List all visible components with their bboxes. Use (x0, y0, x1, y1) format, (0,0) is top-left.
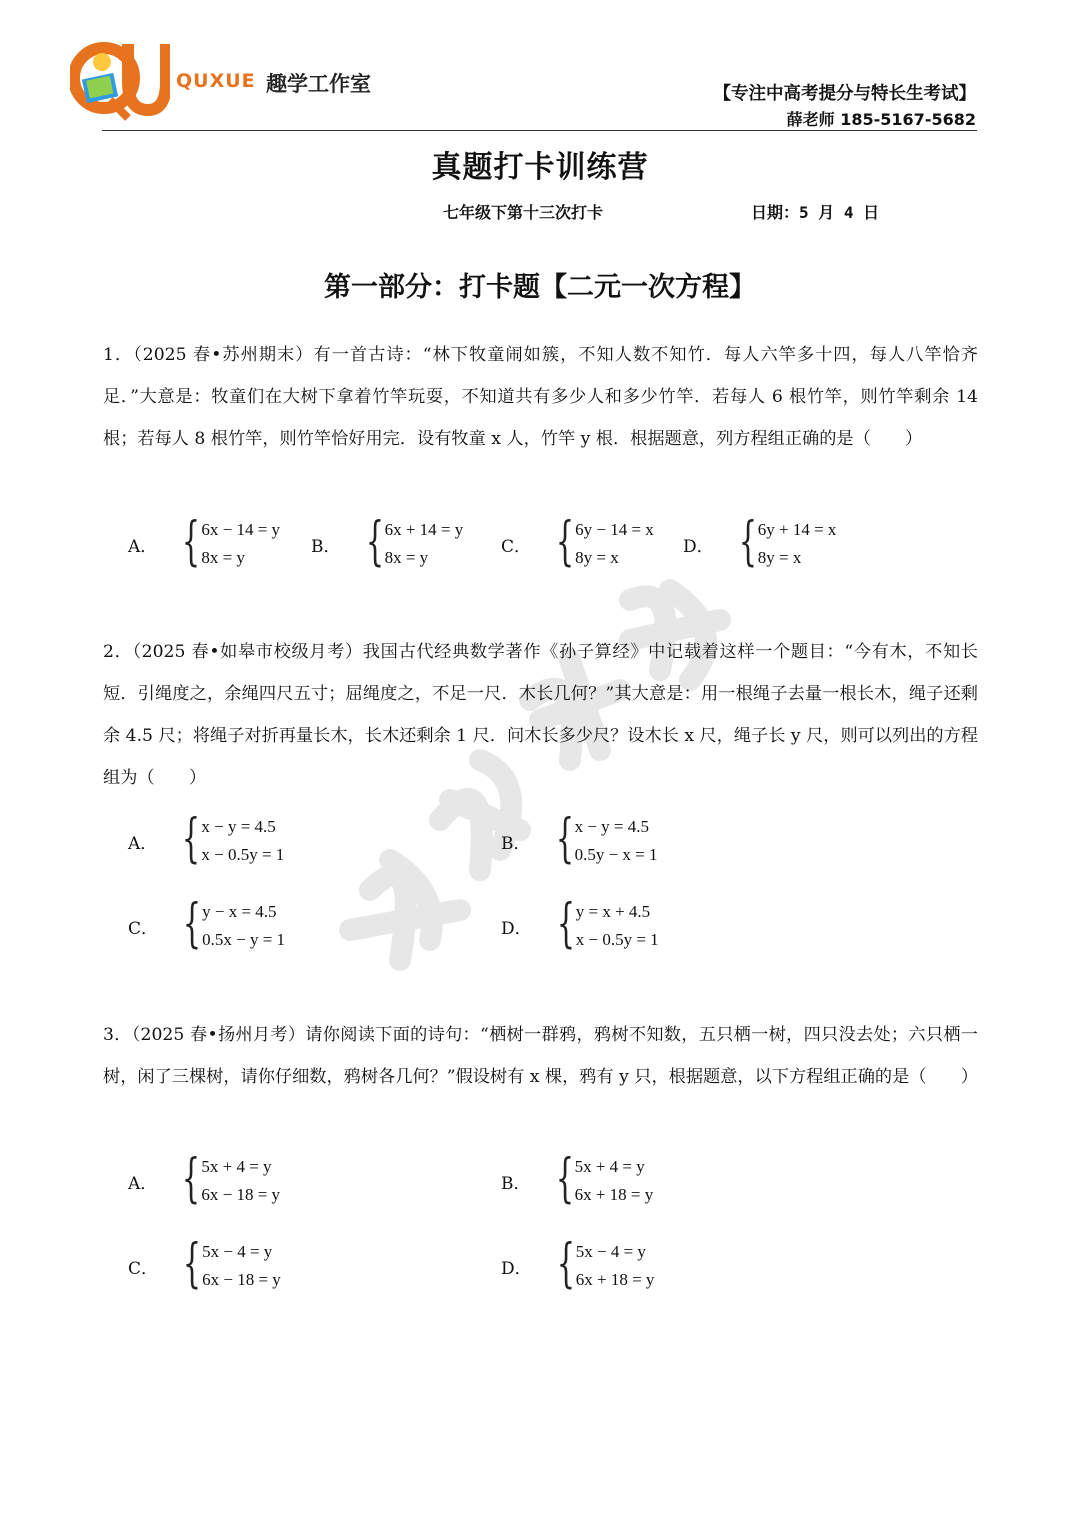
logo (70, 38, 170, 124)
grade-checkin-label: 七年级下第十三次打卡 (443, 203, 604, 222)
equation-2: 6x + 18 = y (575, 1270, 655, 1289)
equation-2: 0.5y − x = 1 (574, 845, 658, 864)
brace-icon: { (182, 894, 202, 954)
equation-1: 5x + 4 = y (201, 1157, 272, 1176)
brace-icon: { (182, 809, 201, 869)
option-label: D． (501, 1258, 532, 1279)
option-label: A． (128, 1173, 158, 1194)
equation-1: 5x − 4 = y (575, 1242, 646, 1261)
equation-2: 6x − 18 = y (202, 1270, 281, 1289)
question-3-option-d (501, 1234, 655, 1294)
brace-icon: { (556, 1234, 575, 1294)
brand-latin-name: QUXUE (176, 70, 256, 92)
question-1-option-b (311, 512, 464, 572)
date-label: 日期：5 月 4 日 (751, 203, 880, 222)
equation-1: 6y + 14 = x (757, 520, 837, 539)
question-3-option-a (128, 1149, 281, 1209)
equation-2: x − 0.5y = 1 (201, 845, 285, 864)
equation-2: 0.5x − y = 1 (202, 930, 286, 949)
option-label: A． (128, 536, 158, 557)
option-label: D． (683, 536, 714, 557)
question-2-option-d (501, 894, 659, 954)
equation-1: x − y = 4.5 (574, 817, 650, 836)
header-contact: 薛老师 185-5167-5682 (786, 110, 976, 129)
option-label: D． (501, 918, 532, 939)
equation-2: 8x = y (384, 548, 429, 567)
header-divider (102, 130, 977, 131)
brace-icon: { (365, 512, 384, 572)
brace-icon: { (555, 809, 574, 869)
option-label: C． (501, 536, 532, 557)
equation-1: 6x + 14 = y (384, 520, 464, 539)
question-2-option-a (128, 809, 285, 869)
question-2-option-b (501, 809, 658, 869)
question-3-stem: 3．（2025 春•扬州月考）请你阅读下面的诗句：“栖树一群鸦，鸦树不知数，五只栖一树，四只没去处；六只栖一树，闲了三棵树，请你仔细数，鸦树各几何？”假设树有 x 棵，鸦有 y 只，根据题意，以下方程组正确的是（ ） (103, 1025, 979, 1087)
brace-icon: { (182, 512, 201, 572)
equation-1: 5x − 4 = y (202, 1242, 273, 1261)
equation-1: y = x + 4.5 (575, 902, 651, 921)
header-slogan: 【专注中高考提分与特长生考试】 (713, 84, 976, 104)
equation-1: y − x = 4.5 (202, 902, 277, 921)
question-1-stem: 1．（2025 春•苏州期末）有一首古诗：“林下牧童闹如簇，不知人数不知竹．每人六竿多十四，每人八竿恰齐足．”大意是：牧童们在大树下拿着竹竿玩耍，不知道共有多少人和多少竹竿．若每人 6 根竹竿，则竹竿剩余 14 根；若每人 8 根竹竿，则竹竿恰好用完．设有牧童 x 人，竹竿 y 根．根据题意，列方程组正确的是（ ） (103, 345, 978, 449)
equation-2: 6x + 18 = y (574, 1185, 654, 1204)
equation-1: 6x − 14 = y (201, 520, 281, 539)
question-2-option-c (128, 894, 286, 954)
equation-1: 5x + 4 = y (574, 1157, 645, 1176)
brace-icon: { (555, 512, 575, 572)
equation-1: x − y = 4.5 (201, 817, 276, 836)
brace-icon: { (738, 512, 757, 572)
question-1-option-a (128, 512, 281, 572)
equation-2: 8y = x (757, 548, 802, 567)
question-3-option-c (128, 1234, 281, 1294)
question-1-option-d (683, 512, 837, 572)
section-title: 第一部分：打卡题【二元一次方程】 (324, 272, 756, 303)
brace-icon: { (556, 894, 575, 954)
page-title: 真题打卡训练营 (431, 150, 649, 185)
brace-icon: { (182, 1149, 201, 1209)
equation-1: 6y − 14 = x (575, 520, 654, 539)
option-label: A． (128, 833, 158, 854)
option-label: B． (311, 536, 341, 557)
option-label: C． (128, 918, 159, 939)
equation-2: 8y = x (575, 548, 619, 567)
question-2-stem: 2．（2025 春•如皋市校级月考）我国古代经典数学著作《孙子算经》中记载着这样一个题目：“今有木，不知长短．引绳度之，余绳四尺五寸；屈绳度之，不足一尺．木长几何？”其大意是：用一根绳子去量一根长木，绳子还剩余 4.5 尺；将绳子对折再量长木，长木还剩余 1 尺．问木长多少尺？设木长 x 尺，绳子长 y 尺，则可以列出的方程组为（ ） (103, 642, 978, 788)
brace-icon: { (182, 1234, 202, 1294)
brand-chinese-name: 趣学工作室 (266, 72, 371, 96)
equation-2: 6x − 18 = y (201, 1185, 281, 1204)
question-3-option-b (501, 1149, 654, 1209)
equation-2: 8x = y (201, 548, 245, 567)
option-label: C． (128, 1258, 159, 1279)
brace-icon: { (555, 1149, 574, 1209)
option-label: B． (501, 833, 531, 854)
equation-2: x − 0.5y = 1 (575, 930, 659, 949)
option-label: B． (501, 1173, 531, 1194)
question-1-option-c (501, 512, 654, 572)
